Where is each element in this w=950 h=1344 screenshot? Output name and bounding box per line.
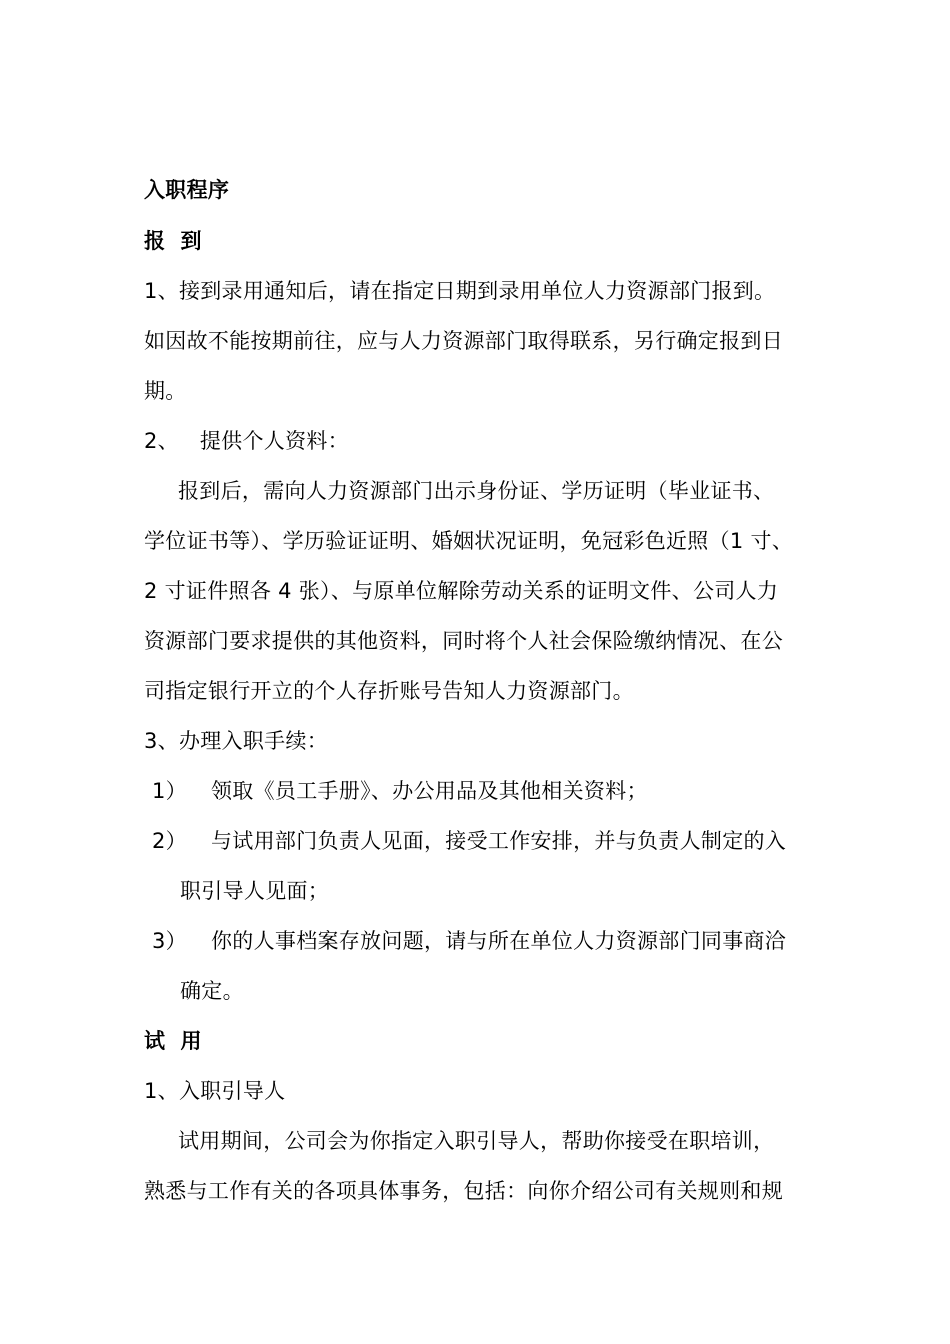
paragraph-line: 期。	[144, 379, 187, 403]
list-item-number: 3）	[152, 929, 187, 953]
list-item-text: 你的人事档案存放问题，请与所在单位人力资源部门同事商洽	[211, 929, 787, 953]
paragraph-line: 1、接到录用通知后，请在指定日期到录用单位人力资源部门报到。	[144, 279, 776, 303]
paragraph-line: 司指定银行开立的个人存折账号告知人力资源部门。	[144, 679, 634, 703]
item-heading: 3、办理入职手续：	[144, 729, 329, 753]
paragraph-line: 如因故不能按期前往，应与人力资源部门取得联系，另行确定报到日	[144, 329, 783, 353]
paragraph-line: 学位证书等）、学历验证证明、婚姻状况证明，免冠彩色近照（1 寸、	[144, 529, 794, 553]
paragraph-line: 试用期间，公司会为你指定入职引导人，帮助你接受在职培训，	[178, 1129, 775, 1153]
list-item-number: 2）	[152, 829, 187, 853]
item-heading: 1、入职引导人	[144, 1079, 286, 1103]
list-item-text: 职引导人见面；	[180, 879, 330, 903]
section-heading-shiyong: 试 用	[144, 1029, 202, 1053]
list-item-text: 领取《员工手册》、办公用品及其他相关资料；	[211, 779, 648, 803]
list-item-text: 与试用部门负责人见面，接受工作安排，并与负责人制定的入	[211, 829, 787, 853]
paragraph-line: 2 寸证件照各 4 张）、与原单位解除劳动关系的证明文件、公司人力	[144, 579, 779, 603]
paragraph-line: 资源部门要求提供的其他资料，同时将个人社会保险缴纳情况、在公	[144, 629, 783, 653]
paragraph-line: 熟悉与工作有关的各项具体事务，包括：向你介绍公司有关规则和规	[144, 1179, 783, 1203]
section-heading-baodao: 报 到	[144, 229, 202, 253]
paragraph-line: 报到后，需向人力资源部门出示身份证、学历证明（毕业证书、	[178, 479, 775, 503]
list-item-number: 1）	[152, 779, 187, 803]
item-heading: 2、 提供个人资料：	[144, 429, 349, 453]
list-item-text: 确定。	[180, 979, 244, 1003]
document-title: 入职程序	[144, 178, 230, 202]
